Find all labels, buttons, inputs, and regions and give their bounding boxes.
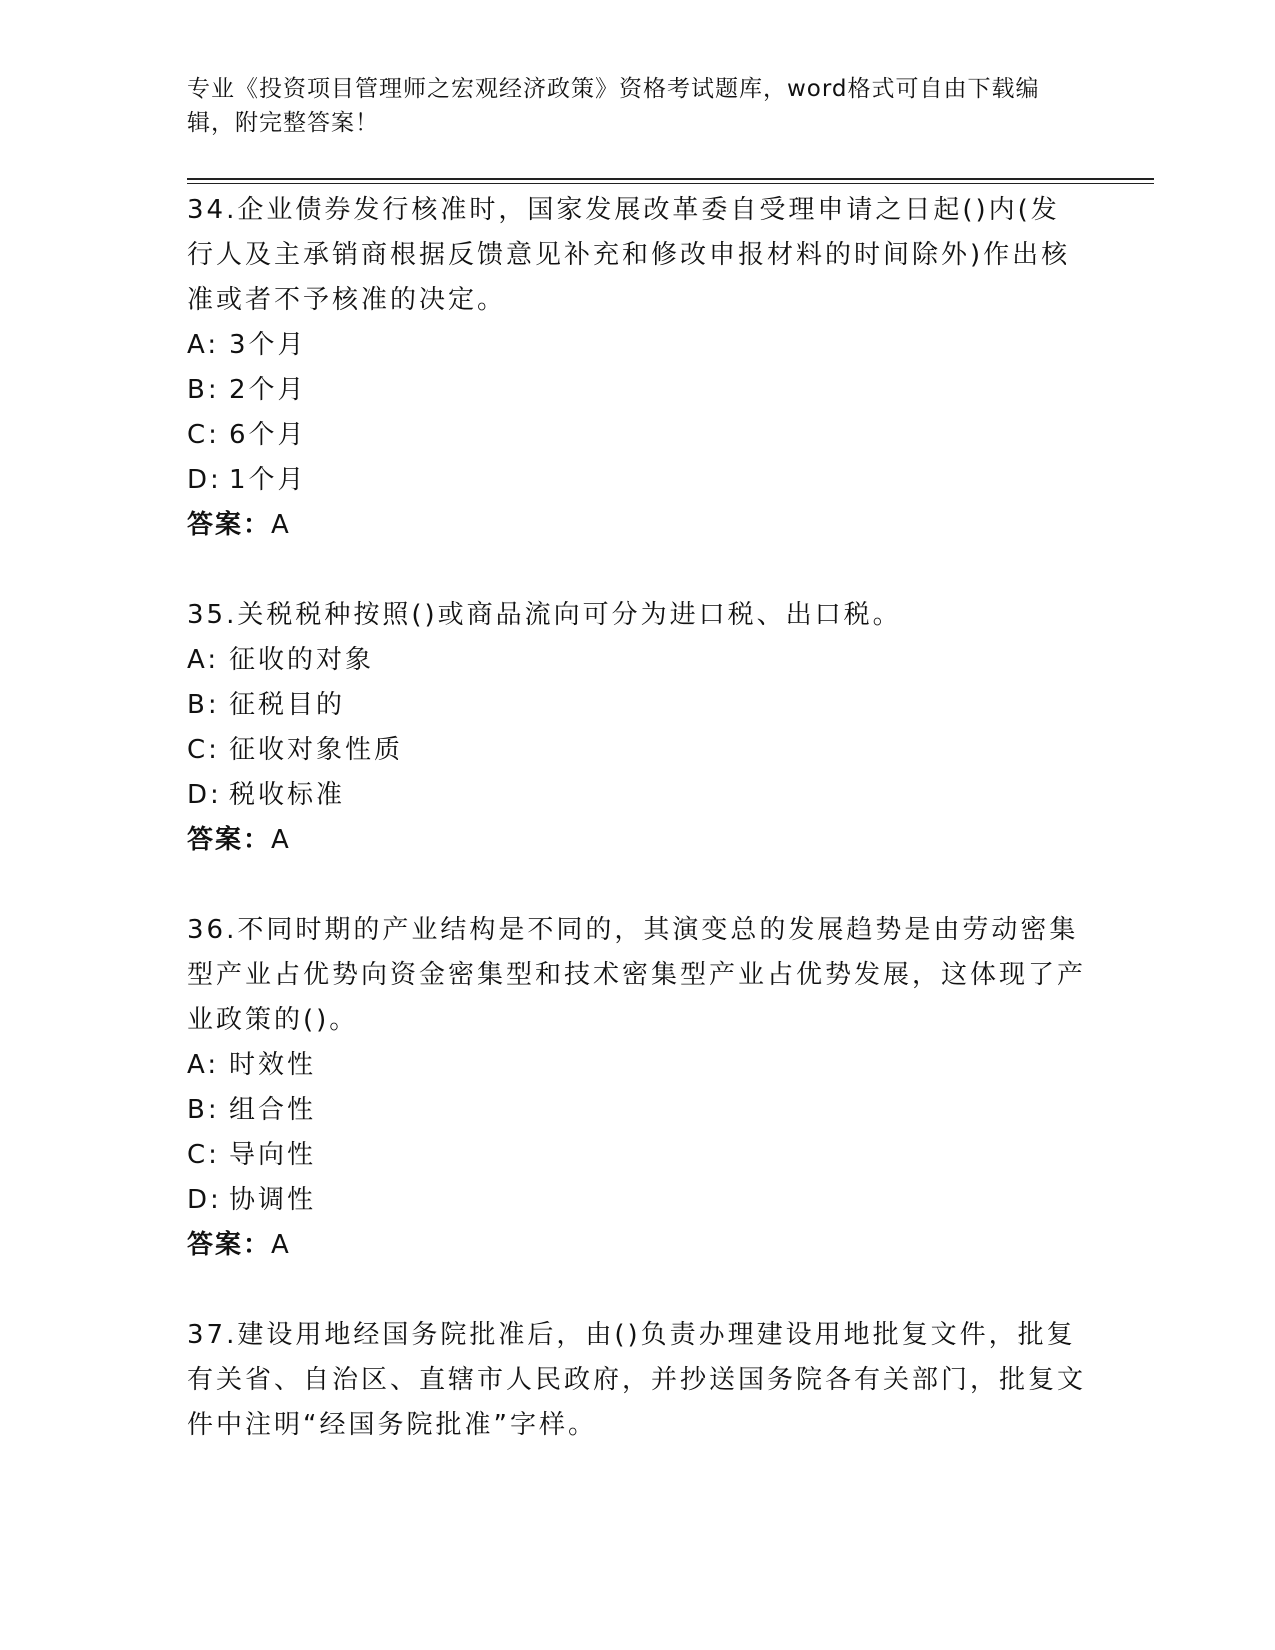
option-text: 征收的对象 bbox=[229, 645, 375, 675]
option-letter: C: bbox=[187, 1140, 220, 1170]
option-d bbox=[187, 1178, 1087, 1223]
answer-line bbox=[187, 1223, 1087, 1268]
question-36 bbox=[187, 908, 1087, 1268]
option-d bbox=[187, 773, 1087, 818]
option-letter: D: bbox=[187, 780, 222, 810]
option-text: 6个月 bbox=[229, 420, 307, 450]
option-text: 征收对象性质 bbox=[229, 735, 404, 765]
option-text: 1个月 bbox=[229, 465, 307, 495]
option-letter: B: bbox=[187, 375, 220, 405]
question-text: 34.企业债券发行核准时，国家发展改革委自受理申请之日起()内(发行人及主承销商根据反馈意见补充和修改申报材料的时间除外)作出核准或者不予核准的决定。 bbox=[187, 195, 1071, 315]
answer-value: A bbox=[271, 825, 291, 855]
question-37 bbox=[187, 1313, 1087, 1448]
option-a bbox=[187, 323, 1087, 368]
option-letter: A: bbox=[187, 1050, 220, 1080]
answer-label: 答案： bbox=[187, 510, 272, 540]
answer-label: 答案： bbox=[187, 825, 272, 855]
option-text: 组合性 bbox=[229, 1095, 317, 1125]
option-a bbox=[187, 638, 1087, 683]
option-letter: A: bbox=[187, 330, 220, 360]
option-a bbox=[187, 1043, 1087, 1088]
question-35 bbox=[187, 593, 1087, 863]
option-c bbox=[187, 413, 1087, 458]
option-text: 协调性 bbox=[229, 1185, 317, 1215]
option-letter: B: bbox=[187, 1095, 220, 1125]
question-34 bbox=[187, 188, 1087, 548]
option-letter: A: bbox=[187, 645, 220, 675]
header-divider-top bbox=[187, 178, 1154, 180]
header-divider-bottom bbox=[187, 183, 1154, 184]
option-text: 3个月 bbox=[229, 330, 307, 360]
question-text: 37.建设用地经国务院批准后，由()负责办理建设用地批复文件，批复有关省、自治区、直辖市人民政府，并抄送国务院各有关部门，批复文件中注明“经国务院批准”字样。 bbox=[187, 1320, 1087, 1440]
option-text: 时效性 bbox=[229, 1050, 317, 1080]
answer-line bbox=[187, 503, 1087, 548]
answer-value: A bbox=[271, 510, 291, 540]
option-b bbox=[187, 683, 1087, 728]
answer-line bbox=[187, 818, 1087, 863]
question-text: 36.不同时期的产业结构是不同的，其演变总的发展趋势是由劳动密集型产业占优势向资金密集型和技术密集型产业占优势发展，这体现了产业政策的()。 bbox=[187, 915, 1087, 1035]
question-list bbox=[187, 188, 1087, 1493]
option-c bbox=[187, 728, 1087, 773]
option-text: 征税目的 bbox=[229, 690, 346, 720]
option-letter: D: bbox=[187, 465, 222, 495]
option-letter: D: bbox=[187, 1185, 222, 1215]
answer-value: A bbox=[271, 1230, 291, 1260]
option-c bbox=[187, 1133, 1087, 1178]
answer-label: 答案： bbox=[187, 1230, 272, 1260]
option-letter: C: bbox=[187, 735, 220, 765]
option-text: 税收标准 bbox=[229, 780, 346, 810]
option-letter: B: bbox=[187, 690, 220, 720]
option-d bbox=[187, 458, 1087, 503]
option-text: 2个月 bbox=[229, 375, 307, 405]
option-b bbox=[187, 368, 1087, 413]
question-text: 35.关税税种按照()或商品流向可分为进口税、出口税。 bbox=[187, 600, 902, 630]
document-header: 专业《投资项目管理师之宏观经济政策》资格考试题库，word格式可自由下载编辑，附完整答案！ bbox=[187, 76, 1040, 136]
option-letter: C: bbox=[187, 420, 220, 450]
option-b bbox=[187, 1088, 1087, 1133]
option-text: 导向性 bbox=[229, 1140, 317, 1170]
